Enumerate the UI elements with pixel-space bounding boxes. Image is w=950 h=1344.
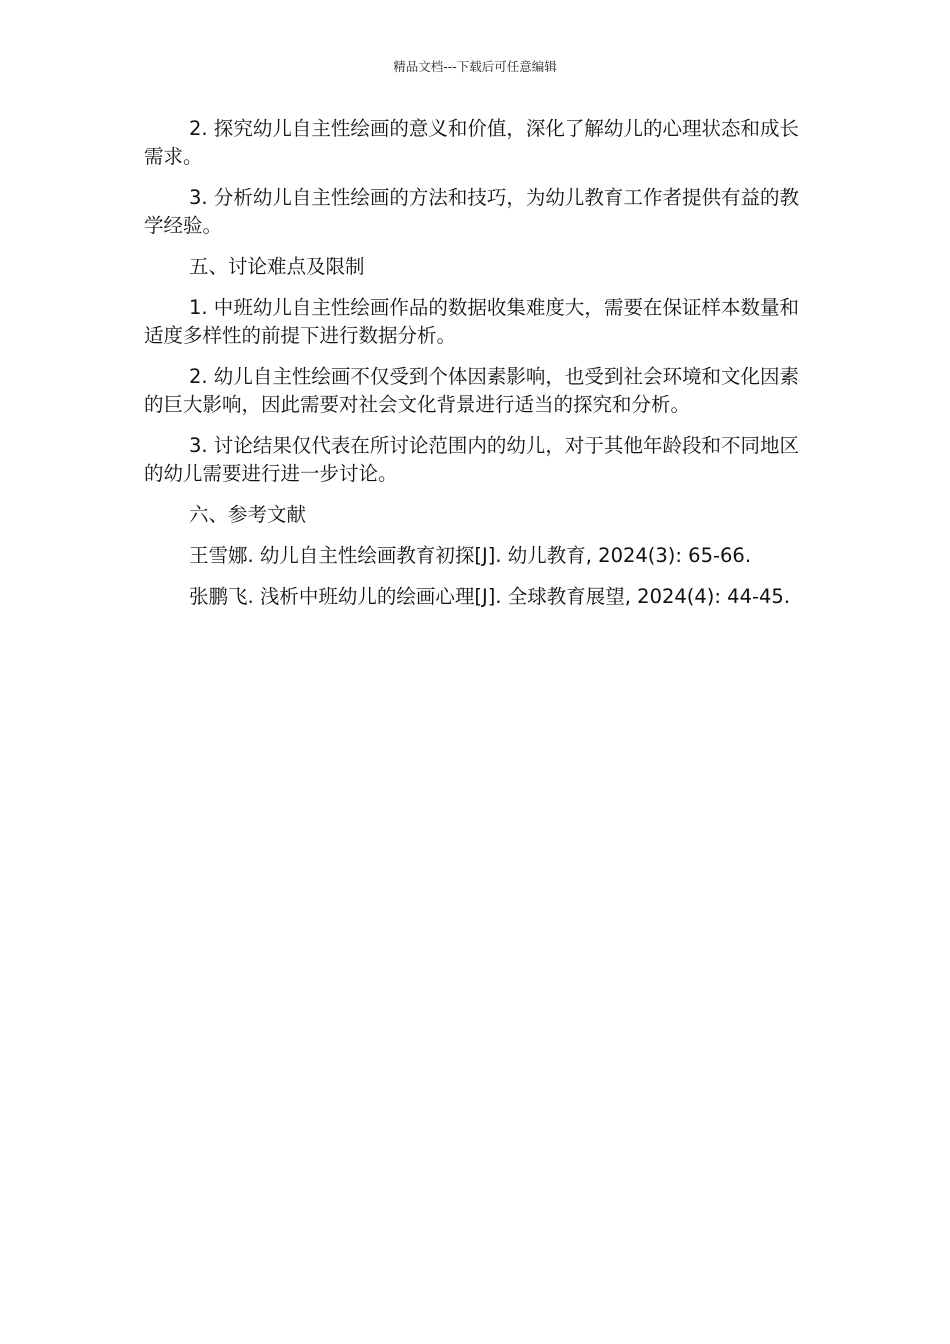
paragraph-difficulty-3: 3. 讨论结果仅代表在所讨论范围内的幼儿，对于其他年龄段和不同地区的幼儿需要进行进一步讨论。 [144, 434, 799, 485]
paragraph-goal-2: 2. 探究幼儿自主性绘画的意义和价值，深化了解幼儿的心理状态和成长需求。 [144, 117, 799, 168]
section-heading-difficulties: 五、讨论难点及限制 [189, 255, 365, 278]
paragraph-difficulty-1: 1. 中班幼儿自主性绘画作品的数据收集难度大，需要在保证样本数量和适度多样性的前提下进行数据分析。 [144, 296, 799, 347]
paragraph-difficulty-2: 2. 幼儿自主性绘画不仅受到个体因素影响，也受到社会环境和文化因素的巨大影响，因此需要对社会文化背景进行适当的探究和分析。 [144, 365, 799, 416]
section-heading-references: 六、参考文献 [189, 503, 307, 526]
document-body [144, 115, 799, 624]
paragraph-goal-3: 3. 分析幼儿自主性绘画的方法和技巧，为幼儿教育工作者提供有益的教学经验。 [144, 186, 799, 237]
reference-item-1: 王雪娜. 幼儿自主性绘画教育初探[J]. 幼儿教育, 2024(3): 65-66. [189, 544, 752, 567]
reference-item-2: 张鹏飞. 浅析中班幼儿的绘画心理[J]. 全球教育展望, 2024(4): 44-45. [189, 585, 791, 608]
page-header: 精品文档---下载后可任意编辑 [393, 59, 557, 74]
